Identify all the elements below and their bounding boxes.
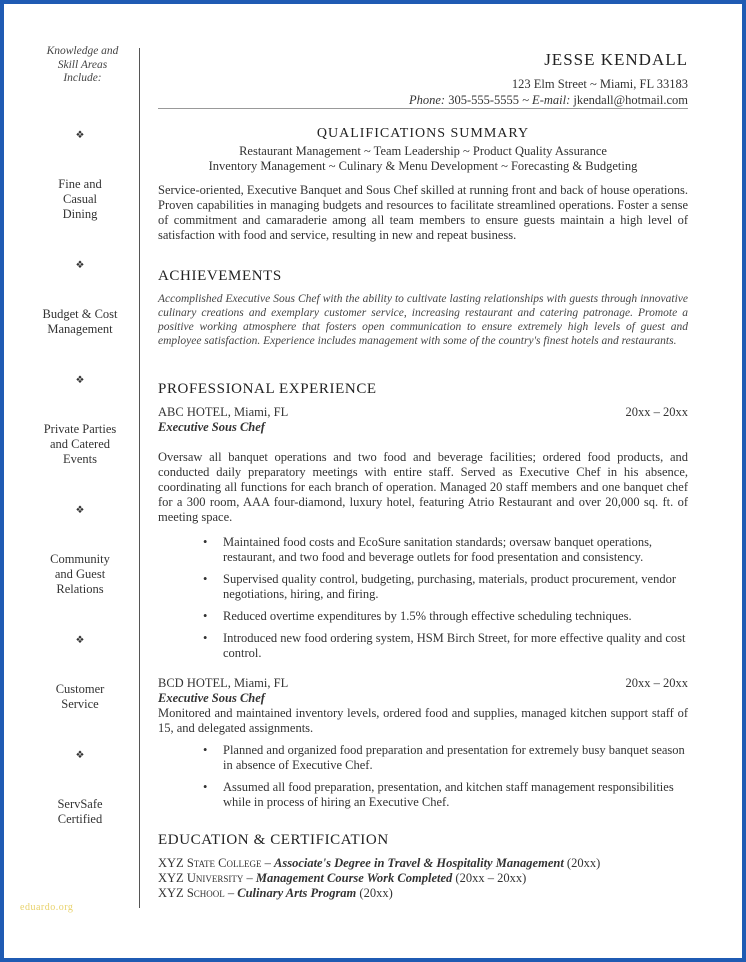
education-program: Culinary Arts Program — [237, 886, 357, 900]
email-label: ~ E-mail: — [522, 93, 571, 107]
education-entry — [158, 871, 526, 886]
qualifications-line-2: Inventory Management ~ Culinary & Menu Development ~ Forecasting & Budgeting — [208, 159, 638, 173]
skills-intro-line: Knowledge and — [46, 45, 119, 57]
list-item: • Planned and organized food preparation and presentation for extremely busy banquet season in absence of Executive Chef. — [198, 743, 688, 773]
candidate-name: JESSE KENDALL — [544, 50, 688, 69]
job-bullets — [198, 743, 688, 817]
skill-fine-dining — [20, 177, 140, 222]
list-item: • Supervised quality control, budgeting, purchasing, materials, product procurement, vendor negotiations, hiring, and firing. — [198, 572, 688, 602]
address: 123 Elm Street ~ Miami, FL 33183 — [511, 77, 688, 91]
achievements-title: ACHIEVEMENTS — [158, 268, 282, 284]
job-employer: ABC HOTEL, Miami, FL — [158, 405, 289, 419]
education-sep: – — [243, 871, 256, 885]
qualifications-summary: Service-oriented, Executive Banquet and Sous Chef skilled at running front and back of house operations. Proven capabilities in managing budgets and resources to facilitate streamlined operations. Foster a sense of commitment and camaraderie among all team members to ensure guests maintain a high level of satisfaction with food and service, resulting in new and repeat business. — [158, 183, 688, 242]
education-dates: (20xx – 20xx) — [452, 871, 527, 885]
header-rule — [158, 108, 688, 109]
skill-line: ServSafe — [57, 797, 103, 811]
skill-servsafe — [20, 797, 140, 827]
diamond-bullet-icon: ❖ — [75, 505, 85, 516]
list-item: • Introduced new food ordering system, HSM Birch Street, for more effective quality and cost control. — [198, 631, 688, 661]
skill-line: Casual — [62, 192, 98, 206]
skills-intro-line: Include: — [63, 72, 102, 84]
job-description: Oversaw all banquet operations and two food and beverage facilities; ordered food products, and conducted daily preparatory meetings with entire staff. Served as Executive Chef in his absence, coordinating all functions for each branch of operation. Managed 20 staff members and one banquet chef for a 300 room, AAA four-diamond, luxury hotel, featuring Atrio Restaurant and over 20,000 sq. ft. of meeting space. — [158, 450, 688, 524]
skill-line: Events — [62, 452, 98, 466]
job-dates: 20xx – 20xx — [625, 405, 688, 419]
skill-line: and Guest — [54, 567, 106, 581]
diamond-bullet-icon: ❖ — [75, 375, 85, 386]
skill-line: Dining — [62, 207, 98, 221]
skill-line: and Catered — [49, 437, 111, 451]
skills-intro — [20, 45, 145, 86]
contact-line — [409, 93, 688, 108]
education-program: Management Course Work Completed — [255, 871, 453, 885]
phone-label: Phone: — [408, 93, 446, 107]
experience-title: PROFESSIONAL EXPERIENCE — [158, 381, 377, 397]
diamond-bullet-icon: ❖ — [75, 260, 85, 271]
skill-customer-service — [20, 682, 140, 712]
education-title: EDUCATION & CERTIFICATION — [158, 832, 389, 848]
job-description: Monitored and maintained inventory levels, ordered food and supplies, managed kitchen support staff of 15, and delegated assignments. — [158, 706, 688, 735]
qualifications-title: QUALIFICATIONS SUMMARY — [316, 126, 530, 141]
job-bullets — [198, 535, 688, 668]
skill-line: Customer — [55, 682, 105, 696]
achievements-text: Accomplished Executive Sous Chef with the ability to cultivate lasting relationships with guests through innovative culinary creations and exemplary customer service, increasing restaurant and catering patronage. Promote a positive working atmosphere that fosters open communication to ensure extremely high levels of guest and employee satisfaction. Experience includes management with some of the country's finest hotels and restaurants. — [158, 293, 688, 347]
job-role: Executive Sous Chef — [158, 420, 265, 434]
education-school: XYZ University — [158, 871, 244, 885]
job-employer: BCD HOTEL, Miami, FL — [158, 676, 289, 690]
education-sep: – — [261, 856, 274, 870]
skill-line: Relations — [56, 582, 104, 596]
qualifications-line-1: Restaurant Management ~ Team Leadership ~ Product Quality Assurance — [239, 144, 607, 158]
list-item: • Maintained food costs and EcoSure sanitation standards; oversaw banquet operations, restaurant, and two food and beverage outlets for food presentation and consistency. — [198, 535, 688, 565]
education-program: Associate's Degree in Travel & Hospitality Management — [274, 856, 564, 870]
job-dates: 20xx – 20xx — [625, 676, 688, 690]
diamond-bullet-icon: ❖ — [75, 750, 85, 761]
education-entry — [158, 886, 393, 901]
education-school: XYZ State College — [158, 856, 262, 870]
skill-budget — [20, 307, 140, 337]
education-dates: (20xx) — [563, 856, 601, 870]
skill-line: Fine and — [58, 177, 102, 191]
skill-line: Community — [50, 552, 110, 566]
education-dates: (20xx) — [356, 886, 393, 900]
education-entry — [158, 856, 600, 871]
skill-private-parties — [20, 422, 140, 467]
skill-line: Private Parties — [43, 422, 117, 436]
diamond-bullet-icon: ❖ — [75, 130, 85, 141]
skill-line: Budget & Cost — [42, 307, 118, 321]
email: jkendall@hotmail.com — [573, 93, 688, 107]
list-item: • Reduced overtime expenditures by 1.5% through effective scheduling techniques. — [198, 609, 688, 624]
skill-community — [20, 552, 140, 597]
education-school: XYZ School — [158, 886, 225, 900]
skill-line: Management — [47, 322, 113, 336]
sidebar-divider — [139, 48, 140, 908]
education-sep: – — [224, 886, 238, 900]
skill-line: Certified — [57, 812, 103, 826]
skills-intro-line: Skill Areas — [57, 58, 108, 71]
skills-sidebar — [20, 45, 145, 826]
watermark: eduardo.org — [20, 902, 74, 913]
job-role: Executive Sous Chef — [158, 691, 265, 705]
list-item: • Assumed all food preparation, presentation, and kitchen staff management responsibilities while in process of hiring an Executive Chef. — [198, 780, 688, 810]
diamond-bullet-icon: ❖ — [75, 635, 85, 646]
phone: 305-555-5555 — [448, 93, 520, 107]
skill-line: Service — [61, 697, 99, 711]
